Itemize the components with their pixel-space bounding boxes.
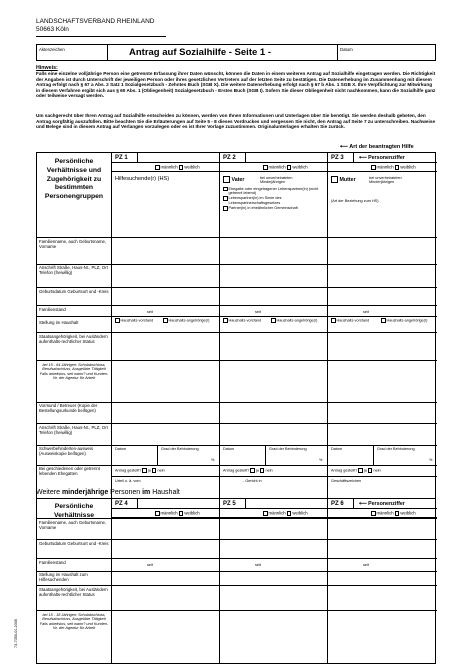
geschiedene-label: Bei geschiedenen oder getrennt lebenden Ehegatten (39, 466, 100, 476)
familienstand-label-2: Familienstand (39, 560, 66, 565)
checkbox-weiblich-2[interactable] (287, 165, 292, 170)
antrag-gestellt-3: Antrag gestellt? ja nein (331, 468, 381, 473)
header-rule (36, 36, 166, 37)
checkbox-mutter[interactable] (331, 176, 338, 183)
stellung-pz1: Haushalts-vorstand Haushalts-angehörige(r) (115, 318, 215, 323)
org-city: 50663 Köln (36, 26, 69, 33)
stellung-label: Stellung im Haushalt (39, 320, 79, 325)
checkbox-nein-1[interactable] (152, 468, 157, 473)
checkbox-haushaltsvorstand-1[interactable] (115, 318, 120, 323)
checkbox-weiblich-3[interactable] (395, 165, 400, 170)
checkbox-haushaltsvorstand-3[interactable] (331, 318, 336, 323)
checkbox-haushaltsangehoerige-2[interactable] (271, 318, 276, 323)
checkbox-partner-ehe[interactable] (223, 206, 228, 211)
hinweis-text-2: Um sachgerecht über Ihren Antrag auf Sozialhilfe entscheiden zu können, werden von Ihnen Informationen und Unterlagen über Sie benötigt. Sie werden deshalb gebeten, den Antrag sorgfältig auszufüllen. Bitte beachten Sie die Erläuterungen auf Seite 5 - 8 dieses Vordruckes und vergessen Sie nicht, den Antrag auf Seite 7 zu unterschreiben. Nachweise und Belege sind in diesem Antrag auf Verlangen vorzulegen oder es ist Ihrer Vorlage zuzustimmen. Originalunterlagen erhalten Sie zurück. (36, 113, 436, 129)
pz2-relations: Vater bei unverheirateten Minderjährigen Ehegatte oder eingetragener Lebenspartner(in) (nicht getrennt lebend) Lebenspartner(in) im Sinne des Lebenspartnerschaftsgesetzes Partner(in) in eheähnlicher Gemeinschaft (223, 176, 325, 211)
bei15-label-2: bei 15 - 18 Jährigen: Schulabschluss, Berufsabschluss, Ausgeübte Tätigkeit Falls arbeitslos, seit wann? und Kunden-Nr. der Agentur für Arbeit (39, 613, 109, 631)
page-title: Antrag auf Sozialhilfe - Seite 1 - (129, 47, 271, 58)
checkbox-vater[interactable] (223, 176, 230, 183)
checkbox-maennlich-1[interactable] (155, 165, 160, 170)
arrow-left-icon: ⟵ (340, 144, 348, 150)
hilfesuchende-label: Hilfesuchende(r) (HS) (115, 176, 170, 182)
art-hilfe-label: ⟵ Art der beantragten Hilfe (340, 144, 414, 150)
pz3-gender: männlich weiblich (371, 165, 416, 170)
antrag-gestellt-1: Antrag gestellt? ja nein (115, 468, 165, 473)
hinweis-text: Falls eine einzelne volljährige Person eine getrennte Erfassung ihrer Daten wünscht, können die Daten in einem weiteren Antrag auf Sozialhilfe eingetragen werden. Die Richtigkeit der Angaben ist durch Unterschrift der jeweiligen Person oder ihres gesetzlichen Vertreters auf der letzten Seite zu bestätigen. Die Datenerhebung im Zusammenhang mit diesem Antrag erfolgt nach § 67 a Abs. 2 Satz 1 Sozialgesetzbuch - Zehntes Buch (SGB X). Die weitere Datenerhebung erfolgt nach § 67 b Abs. 1 SGB X. Ihre Verpflichtung zur Mitwirkung in diesem Verfahren ergibt sich aus § 60 Abs. 1 (Obliegenheit) Sozialgesetzbuch - Erstes Buch (SGB I). Sofern Sie dieser Obliegenheit nicht nachkommen, kann die Sozialhilfe ganz oder teilweise versagt werden. (36, 71, 436, 98)
staatsangehoerigkeit-label: Staatsangehörigkeit, bei Ausländern aufenthalts-rechtlicher Status (39, 334, 108, 344)
pz3-relations: Mutter bei unverheirateten Minderjährigen (Art der Beziehung zum HS) (331, 176, 435, 203)
section2-left-title: Persönliche Verhältnisse (53, 503, 95, 519)
checkbox-weiblich-1[interactable] (179, 165, 184, 170)
checkbox-nein-3[interactable] (368, 468, 373, 473)
checkbox-ja-2[interactable] (250, 468, 255, 473)
stellung-label-2: Stellung im Haushalt zum Hilfesuchenden (39, 572, 88, 582)
vormund-label: Vormund / Betreuer (Kopie der Bestellungsurkunde beifügen) (39, 403, 98, 413)
aktenzeichen-label: Aktenzeichen (39, 47, 65, 52)
title-box (36, 44, 436, 61)
pz2-gender: männlich weiblich (263, 165, 308, 170)
vormund-anschrift-label: Anschrift Straße, Haus-Nr., PLZ, Ort Telefon (freiwillig) (39, 425, 108, 435)
checkbox-weiblich-5[interactable] (287, 511, 292, 516)
datum-label: Datum (340, 47, 353, 52)
familienname-label-2: Familienname, auch Geburtsname, Vorname (39, 520, 107, 530)
checkbox-maennlich-5[interactable] (263, 511, 268, 516)
personenziffer-label: ⟵ Personenziffer (359, 155, 405, 161)
section2-heading: Weitere minderjährige Personen im Haushalt (36, 489, 180, 496)
hinweis-label: Hinweis: (36, 65, 58, 71)
checkbox-ja-3[interactable] (358, 468, 363, 473)
checkbox-maennlich-4[interactable] (155, 511, 160, 516)
geburtsdatum-label-2: Geburtsdatum Geburtsort und -Kreis (39, 541, 109, 546)
checkbox-nein-2[interactable] (260, 468, 265, 473)
pz2-label: PZ 2 (223, 155, 236, 161)
stellung-pz2: Haushalts-vorstand Haushalts-angehörige(r) (223, 318, 323, 323)
geburtsdatum-label: Geburtsdatum Geburtsort und -Kreis (39, 289, 109, 294)
personenziffer-label-2: ⟵ Personenziffer (359, 501, 405, 507)
pz5-gender: männlich weiblich (263, 511, 308, 516)
bei15-label: bei 15 - 64 Jährigen: Schulabschluss, Berufsabschluss, Ausgeübte Tätigkeit Falls arbeitslos, seit wann? und Kunden-Nr. der Agentur für Arbeit (39, 363, 109, 381)
arrow-left-icon: ⟵ (359, 501, 369, 507)
checkbox-maennlich-2[interactable] (263, 165, 268, 170)
section2-table: Persönliche Verhältnisse PZ 4 PZ 5 PZ 6 ⟵ Personenziffer männlich weiblich männlich weiblich männlich weiblich Familienname, auch Geburtsname, Vorname Geburtsdatum Geburtsort und -Kreis Familienstand Stellung im Haushalt zum Hilfesuchenden Staatsangehörigkeit, bei Ausländern aufenthalts-rechtlicher Status bei 15 - 18 Jährigen: Schulabschluss, Berufsabschluss, Ausgeübte Tätigkeit Falls arbeitslos, seit wann? und Kunden-Nr. der Agentur für Arbeit seit seit seit (36, 498, 436, 664)
pz6-label: PZ 6 (331, 501, 344, 507)
section1-table: Persönliche Verhältnisse und Zugehörigkeit zu bestimmten Personengruppen PZ 1 PZ 2 PZ 3 ⟵ Personenziffer männlich weiblich männlich weiblich männlich weiblich Hilfesuchende(r) (HS) Vater bei unverheirateten Minderjährigen Ehegatte oder eingetragener Lebenspartner(in) (nicht getrennt lebend) Lebenspartner(in) im Sinne des Lebenspartnerschaftsgesetzes Partner(in) in eheähnlicher Gemeinschaft Mutter bei unverheirateten Minderjährigen (Art der Beziehung zum HS) Familienname, auch Geburtsname, Vorname Anschrift Straße, Haus-Nr., PLZ, Ort Telefon (freiwillig) Geburtsdatum Geburtsort und -Kreis Familienstand Stellung im Haushalt Staatsangehörigkeit, bei Ausländern aufenthalts-rechtlicher Status bei 15 - 64 Jährigen: Schulabschluss, Berufsabschluss, Ausgeübte Tätigkeit Falls arbeitslos, seit wann? und Kunden-Nr. der Agentur für Arbeit Vormund / Betreuer (Kopie der Bestellungsurkunde beifügen) Anschrift Straße, Haus-Nr., PLZ, Ort Telefon (freiwillig) Schwerbehinderten-ausweis (Ausweiskopie beifügen) Bei geschiedenen oder getrennt lebenden Ehegatten seit seit seit Haushalts-vorstand Haushalts-angehörige(r) Haushalts-vorstand Haushalts-angehörige(r) Haushalts-vorstand Haushalts-angehörige(r) Datum Grad der Behinderung % Datum Grad der Behinderung % Datum Grad der Behinderung % Antrag gestellt? ja nein Antrag gestellt? ja nein Antrag gestellt? ja nein Urteil o. ä. vom - Gericht in Geschäftszeichen (36, 152, 436, 559)
pz5-label: PZ 5 (223, 501, 236, 507)
checkbox-ehegatte[interactable] (223, 187, 228, 192)
arrow-left-icon: ⟵ (359, 155, 369, 161)
form-code: 73-7050-01.2005 (14, 619, 18, 648)
familienname-label: Familienname, auch Geburtsname, Vorname (39, 239, 107, 249)
checkbox-haushaltsvorstand-2[interactable] (223, 318, 228, 323)
pz6-gender: männlich weiblich (371, 511, 416, 516)
schwerbehinderten-label: Schwerbehinderten-ausweis (Ausweiskopie beifügen) (39, 446, 93, 456)
anschrift-label: Anschrift Straße, Haus-Nr., PLZ, Ort Telefon (freiwillig) (39, 265, 108, 275)
org-name: LANDSCHAFTSVERBAND RHEINLAND (36, 18, 155, 25)
checkbox-lebenspartner[interactable] (223, 196, 228, 201)
art-beziehung-label: (Art der Beziehung zum HS) (331, 198, 379, 203)
checkbox-ja-1[interactable] (142, 468, 147, 473)
stellung-pz3: Haushalts-vorstand Haushalts-angehörige(r) (331, 318, 435, 323)
pz4-label: PZ 4 (115, 501, 128, 507)
pz4-gender: männlich weiblich (155, 511, 200, 516)
checkbox-haushaltsangehoerige-3[interactable] (381, 318, 386, 323)
antrag-gestellt-2: Antrag gestellt? ja nein (223, 468, 273, 473)
checkbox-weiblich-6[interactable] (395, 511, 400, 516)
familienstand-label: Familienstand (39, 307, 66, 312)
pz1-gender: männlich weiblich (155, 165, 200, 170)
pz1-label: PZ 1 (115, 155, 128, 161)
checkbox-haushaltsangehoerige-1[interactable] (163, 318, 168, 323)
pz3-label: PZ 3 (331, 155, 344, 161)
section1-left-title: Persönliche Verhältnisse und Zugehörigkeit zu bestimmten Personengruppen (44, 158, 104, 201)
checkbox-maennlich-3[interactable] (371, 165, 376, 170)
checkbox-maennlich-6[interactable] (371, 511, 376, 516)
checkbox-weiblich-4[interactable] (179, 511, 184, 516)
staatsangehoerigkeit-label-2: Staatsangehörigkeit, bei Ausländern aufenthalts-rechtlicher Status (39, 587, 108, 597)
